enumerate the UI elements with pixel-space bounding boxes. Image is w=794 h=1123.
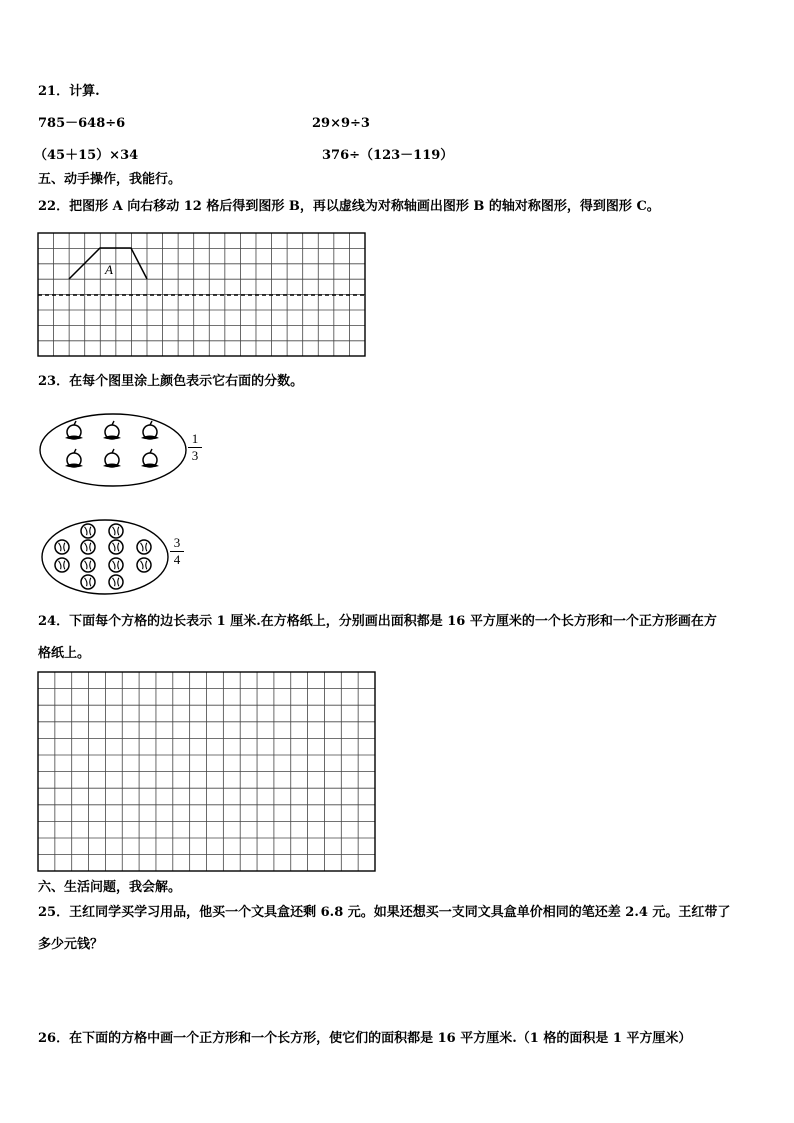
apple-icon [81, 558, 95, 572]
apple-icon [137, 558, 151, 572]
section-5-heading: 五、动手操作，我能行。 [38, 172, 182, 187]
q25-line-1: 25．王红同学买学习用品，他买一个文具盒还剩 6.8 元。如果还想买一支同文具盒单价相同的笔还差 2.4 元。王红带了 [38, 905, 731, 920]
q23-group-2-oval [40, 518, 170, 596]
peach-icon [103, 421, 121, 440]
q22-text: 22．把图形 A 向右移动 12 格后得到图形 B，再以虚线为对称轴画出图形 B 的轴对称图形，得到图形 C。 [38, 199, 660, 214]
apple-icon [109, 558, 123, 572]
peach-icon [141, 421, 159, 440]
section-6-heading: 六、生活问题，我会解。 [38, 880, 182, 895]
apple-icon [55, 558, 69, 572]
apple-icon [81, 524, 95, 538]
q24-grid [38, 672, 376, 872]
apple-icon [109, 575, 123, 589]
peach-icon [141, 449, 159, 468]
apple-icon [109, 540, 123, 554]
q21-title: 21．计算. [38, 84, 100, 99]
q21-expr-4: 376÷（123－119） [322, 148, 454, 163]
q23-group-1-oval [38, 412, 188, 488]
apple-icon [109, 524, 123, 538]
shape-a-label: A [105, 262, 113, 277]
q23-fraction-1 [188, 432, 202, 463]
apple-icon [137, 540, 151, 554]
peach-icon [103, 449, 121, 468]
q21-expr-1: 785－648÷6 [38, 116, 126, 131]
peach-icon [65, 449, 83, 468]
q23-fraction-2-denominator: 4 [173, 552, 181, 567]
peach-icon [65, 421, 83, 440]
apple-icon [81, 575, 95, 589]
q21-expr-2: 29×9÷3 [312, 116, 370, 131]
q22-grid [38, 233, 366, 357]
q26-text: 26．在下面的方格中画一个正方形和一个长方形，使它们的面积都是 16 平方厘米.（1 格的面积是 1 平方厘米） [38, 1031, 692, 1046]
q24-line-1: 24．下面每个方格的边长表示 1 厘米.在方格纸上，分别画出面积都是 16 平方厘米的一个长方形和一个正方形画在方 [38, 614, 717, 629]
q23-fraction-2-numerator: 3 [173, 535, 181, 550]
q23-fraction-2 [170, 536, 184, 567]
q23-fraction-1-denominator: 3 [191, 448, 199, 463]
apple-icon [81, 540, 95, 554]
q21-expr-3: （45＋15）×34 [34, 148, 139, 163]
q23-text: 23．在每个图里涂上颜色表示它右面的分数。 [38, 374, 304, 389]
q24-line-2: 格纸上。 [38, 646, 91, 661]
q25-line-2: 多少元钱？ [38, 937, 104, 952]
apple-icon [55, 540, 69, 554]
q23-fraction-1-numerator: 1 [191, 431, 199, 446]
